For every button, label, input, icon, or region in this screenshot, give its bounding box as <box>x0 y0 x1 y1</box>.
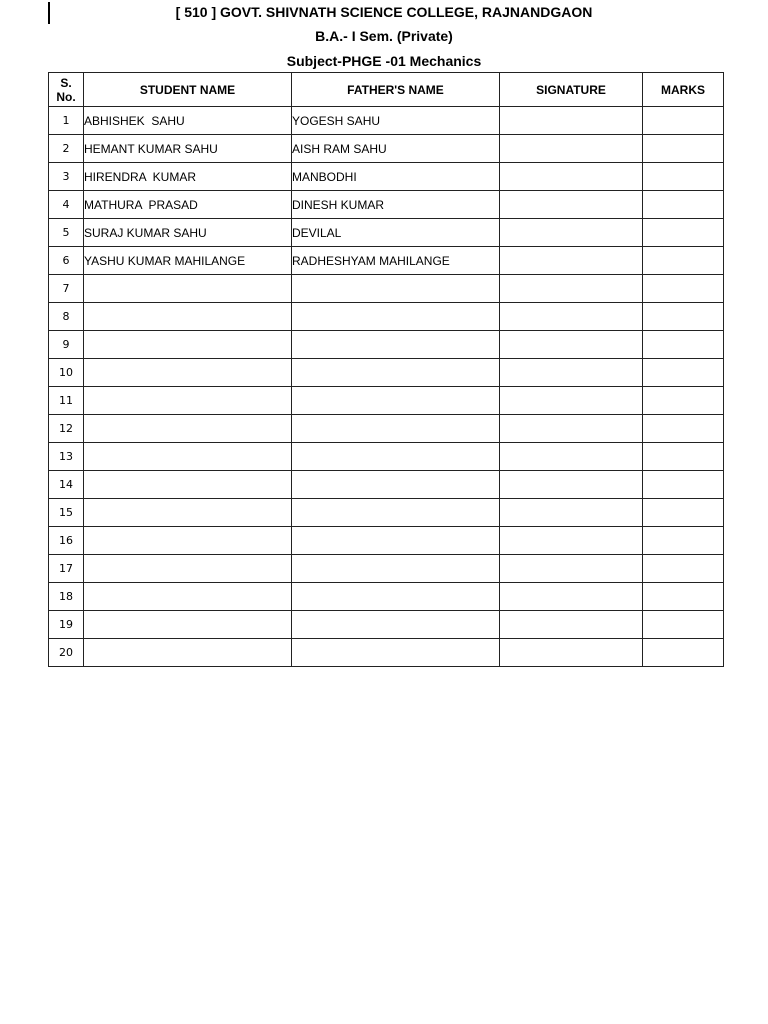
row-marks-cell <box>643 555 724 583</box>
row-signature-cell <box>500 611 643 639</box>
row-student-name-cell <box>84 611 292 639</box>
row-student-name-cell: HIRENDRA KUMAR <box>84 163 292 191</box>
row-signature-cell <box>500 247 643 275</box>
row-sno-cell: 7 <box>49 275 84 303</box>
column-header-sno <box>49 73 84 107</box>
row-sno-cell: 1 <box>49 107 84 135</box>
column-header-marks: MARKS <box>643 73 724 107</box>
row-marks-cell <box>643 107 724 135</box>
row-father-name-cell <box>292 471 500 499</box>
row-signature-cell <box>500 555 643 583</box>
row-signature-cell <box>500 135 643 163</box>
table-row <box>49 527 724 555</box>
row-marks-cell <box>643 611 724 639</box>
row-student-name-cell <box>84 583 292 611</box>
row-sno-cell: 20 <box>49 639 84 667</box>
row-signature-cell <box>500 303 643 331</box>
row-signature-cell <box>500 331 643 359</box>
row-father-name-cell: MANBODHI <box>292 163 500 191</box>
row-marks-cell <box>643 499 724 527</box>
table-row <box>49 163 724 191</box>
row-sno-cell: 12 <box>49 415 84 443</box>
row-marks-cell <box>643 359 724 387</box>
row-signature-cell <box>500 107 643 135</box>
table-row <box>49 611 724 639</box>
row-student-name-cell: SURAJ KUMAR SAHU <box>84 219 292 247</box>
row-father-name-cell <box>292 303 500 331</box>
table-row <box>49 583 724 611</box>
row-sno-cell: 14 <box>49 471 84 499</box>
row-father-name-cell <box>292 555 500 583</box>
row-sno-cell: 2 <box>49 135 84 163</box>
college-title: [ 510 ] GOVT. SHIVNATH SCIENCE COLLEGE, RAJNANDGAON <box>175 4 593 20</box>
row-father-name-cell: DEVILAL <box>292 219 500 247</box>
row-sno-cell: 8 <box>49 303 84 331</box>
row-student-name-cell: ABHISHEK SAHU <box>84 107 292 135</box>
row-student-name-cell <box>84 415 292 443</box>
row-marks-cell <box>643 219 724 247</box>
table-row <box>49 639 724 667</box>
row-signature-cell <box>500 527 643 555</box>
row-student-name-cell <box>84 443 292 471</box>
row-signature-cell <box>500 275 643 303</box>
table-row <box>49 303 724 331</box>
column-header-signature: SIGNATURE <box>500 73 643 107</box>
row-marks-cell <box>643 331 724 359</box>
row-student-name-cell <box>84 275 292 303</box>
row-father-name-cell: AISH RAM SAHU <box>292 135 500 163</box>
row-student-name-cell <box>84 499 292 527</box>
row-signature-cell <box>500 639 643 667</box>
table-row <box>49 135 724 163</box>
student-register-table <box>48 72 724 667</box>
row-father-name-cell <box>292 387 500 415</box>
row-father-name-cell <box>292 583 500 611</box>
sno-header-line2: No. <box>56 89 76 104</box>
row-sno-cell: 9 <box>49 331 84 359</box>
table-row <box>49 387 724 415</box>
row-student-name-cell: MATHURA PRASAD <box>84 191 292 219</box>
row-sno-cell: 16 <box>49 527 84 555</box>
subject-title: Subject-PHGE -01 Mechanics <box>286 53 482 69</box>
row-student-name-cell <box>84 555 292 583</box>
row-sno-cell: 18 <box>49 583 84 611</box>
table-row <box>49 499 724 527</box>
row-father-name-cell <box>292 639 500 667</box>
table-row <box>49 415 724 443</box>
row-marks-cell <box>643 583 724 611</box>
row-student-name-cell <box>84 359 292 387</box>
row-father-name-cell: YOGESH SAHU <box>292 107 500 135</box>
row-marks-cell <box>643 135 724 163</box>
row-sno-cell: 10 <box>49 359 84 387</box>
row-signature-cell <box>500 387 643 415</box>
row-father-name-cell <box>292 527 500 555</box>
row-marks-cell <box>643 471 724 499</box>
row-father-name-cell <box>292 443 500 471</box>
row-student-name-cell <box>84 303 292 331</box>
row-sno-cell: 11 <box>49 387 84 415</box>
table-row <box>49 107 724 135</box>
row-father-name-cell <box>292 331 500 359</box>
row-sno-cell: 3 <box>49 163 84 191</box>
row-signature-cell <box>500 163 643 191</box>
row-father-name-cell <box>292 499 500 527</box>
row-marks-cell <box>643 639 724 667</box>
row-father-name-cell <box>292 415 500 443</box>
row-sno-cell: 4 <box>49 191 84 219</box>
row-marks-cell <box>643 527 724 555</box>
table-row <box>49 359 724 387</box>
row-father-name-cell <box>292 275 500 303</box>
row-sno-cell: 17 <box>49 555 84 583</box>
row-marks-cell <box>643 415 724 443</box>
row-student-name-cell <box>84 471 292 499</box>
row-student-name-cell <box>84 527 292 555</box>
row-sno-cell: 6 <box>49 247 84 275</box>
table-row <box>49 443 724 471</box>
row-sno-cell: 13 <box>49 443 84 471</box>
row-marks-cell <box>643 303 724 331</box>
row-student-name-cell <box>84 387 292 415</box>
row-marks-cell <box>643 443 724 471</box>
row-father-name-cell: DINESH KUMAR <box>292 191 500 219</box>
row-signature-cell <box>500 191 643 219</box>
column-header-father-name: FATHER'S NAME <box>292 73 500 107</box>
row-marks-cell <box>643 387 724 415</box>
row-student-name-cell <box>84 639 292 667</box>
row-student-name-cell <box>84 331 292 359</box>
row-sno-cell: 5 <box>49 219 84 247</box>
table-header-row <box>49 73 724 107</box>
row-signature-cell <box>500 499 643 527</box>
row-signature-cell <box>500 583 643 611</box>
row-sno-cell: 19 <box>49 611 84 639</box>
table-row <box>49 219 724 247</box>
sno-header-line1: S. <box>60 75 72 90</box>
table-row <box>49 275 724 303</box>
table-row <box>49 191 724 219</box>
row-signature-cell <box>500 443 643 471</box>
row-signature-cell <box>500 415 643 443</box>
row-student-name-cell: YASHU KUMAR MAHILANGE <box>84 247 292 275</box>
row-marks-cell <box>643 275 724 303</box>
table-row <box>49 471 724 499</box>
row-marks-cell <box>643 163 724 191</box>
course-title: B.A.- I Sem. (Private) <box>315 28 453 44</box>
row-marks-cell <box>643 247 724 275</box>
row-signature-cell <box>500 471 643 499</box>
row-father-name-cell: RADHESHYAM MAHILANGE <box>292 247 500 275</box>
table-row <box>49 555 724 583</box>
row-signature-cell <box>500 219 643 247</box>
row-marks-cell <box>643 191 724 219</box>
row-father-name-cell <box>292 359 500 387</box>
row-sno-cell: 15 <box>49 499 84 527</box>
column-header-student-name: STUDENT NAME <box>84 73 292 107</box>
row-signature-cell <box>500 359 643 387</box>
row-student-name-cell: HEMANT KUMAR SAHU <box>84 135 292 163</box>
table-row <box>49 331 724 359</box>
table-row <box>49 247 724 275</box>
row-father-name-cell <box>292 611 500 639</box>
